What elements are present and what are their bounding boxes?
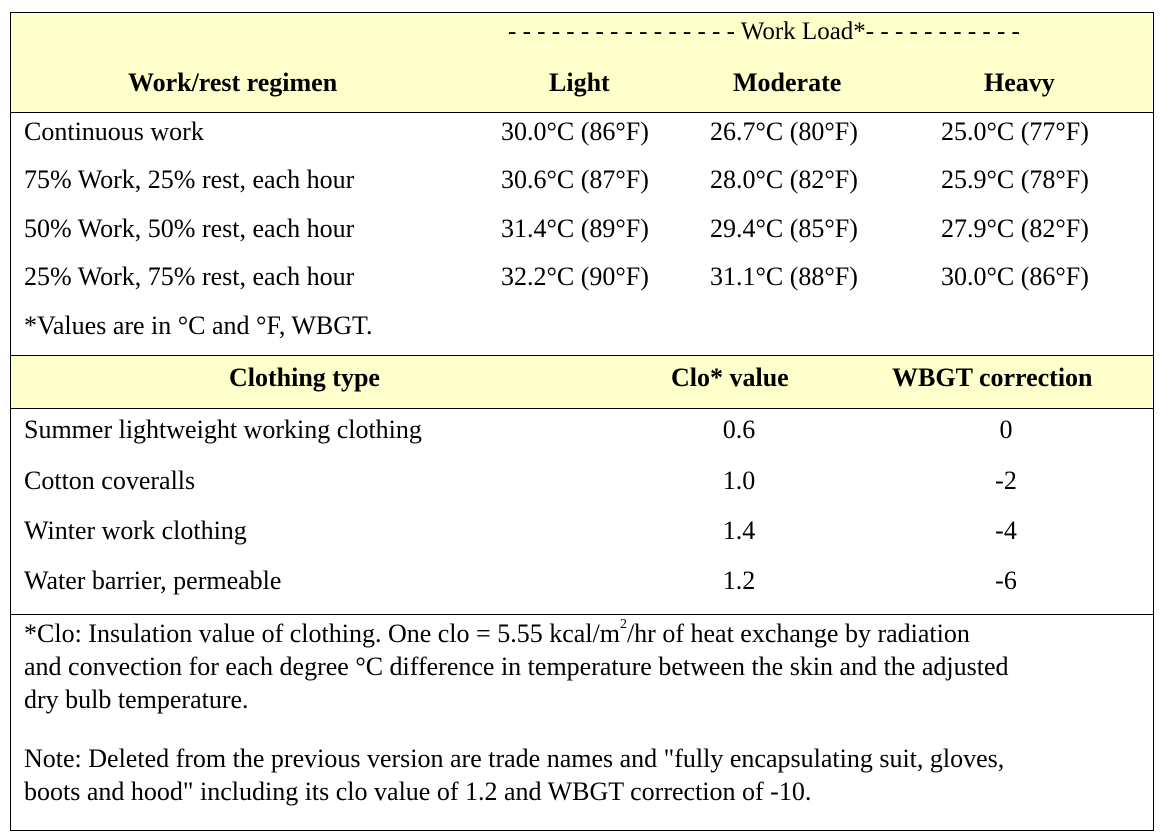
table-cell-wbgt: -4 bbox=[995, 516, 1017, 545]
header-wbgt-correction: WBGT correction bbox=[892, 363, 1093, 392]
divider bbox=[11, 614, 1153, 615]
table-row-regimen: 25% Work, 75% rest, each hour bbox=[24, 262, 355, 291]
table-cell-moderate: 28.0°C (82°F) bbox=[710, 165, 858, 194]
note-line-2: boots and hood" including its clo value of 1.2 and WBGT correction of -10. bbox=[24, 777, 812, 806]
divider bbox=[11, 112, 1153, 113]
header-clo-value: Clo* value bbox=[671, 363, 789, 392]
table-cell-heavy: 25.9°C (78°F) bbox=[941, 165, 1089, 194]
clo-definition-line-1 bbox=[24, 619, 970, 649]
table-cell-light: 30.0°C (86°F) bbox=[501, 117, 649, 146]
table-cell-wbgt: 0 bbox=[999, 415, 1013, 444]
note-line-1: Note: Deleted from the previous version are trade names and "fully encapsulating suit, gloves, bbox=[24, 744, 1005, 773]
header-heavy: Heavy bbox=[984, 68, 1055, 97]
clo-definition-text-a: *Clo: Insulation value of clothing. One clo = 5.55 kcal/m bbox=[24, 619, 620, 648]
document-frame bbox=[10, 12, 1154, 831]
table-cell-wbgt: -6 bbox=[995, 566, 1017, 595]
table-cell-moderate: 31.1°C (88°F) bbox=[710, 262, 858, 291]
table-row-regimen: 75% Work, 25% rest, each hour bbox=[24, 165, 355, 194]
clo-definition-line-3: dry bulb temperature. bbox=[24, 685, 249, 714]
table-row-clothing: Water barrier, permeable bbox=[24, 566, 282, 595]
divider bbox=[11, 408, 1153, 409]
table-row-regimen: 50% Work, 50% rest, each hour bbox=[24, 214, 355, 243]
table-cell-heavy: 27.9°C (82°F) bbox=[941, 214, 1089, 243]
table-cell-wbgt: -2 bbox=[995, 466, 1017, 495]
table-cell-heavy: 25.0°C (77°F) bbox=[941, 117, 1089, 146]
header-moderate: Moderate bbox=[733, 68, 842, 97]
superscript-two: 2 bbox=[619, 617, 627, 632]
table-row-clothing: Cotton coveralls bbox=[24, 466, 196, 495]
table-cell-clo: 1.2 bbox=[722, 566, 756, 595]
table-cell-moderate: 26.7°C (80°F) bbox=[710, 117, 858, 146]
table-cell-clo: 1.4 bbox=[722, 516, 756, 545]
clo-definition-text-b: /hr of heat exchange by radiation bbox=[626, 619, 970, 648]
table-row-regimen: Continuous work bbox=[24, 117, 204, 146]
table-cell-light: 30.6°C (87°F) bbox=[501, 165, 649, 194]
table-cell-light: 31.4°C (89°F) bbox=[501, 214, 649, 243]
table-cell-clo: 1.0 bbox=[722, 466, 756, 495]
table-row-clothing: Winter work clothing bbox=[24, 516, 247, 545]
table-cell-light: 32.2°C (90°F) bbox=[501, 262, 649, 291]
work-load-heading: - - - - - - - - - - - - - - - - Work Load*- - - - - - - - - - - bbox=[508, 18, 1020, 45]
table-row-clothing: Summer lightweight working clothing bbox=[24, 415, 422, 444]
table-cell-clo: 0.6 bbox=[722, 415, 756, 444]
table-cell-moderate: 29.4°C (85°F) bbox=[710, 214, 858, 243]
worktable-footnote: *Values are in °C and °F, WBGT. bbox=[24, 311, 373, 340]
header-light: Light bbox=[549, 68, 610, 97]
header-work-rest-regimen: Work/rest regimen bbox=[128, 68, 338, 97]
header-clothing-type: Clothing type bbox=[229, 363, 380, 392]
table-cell-heavy: 30.0°C (86°F) bbox=[941, 262, 1089, 291]
clo-definition-line-2: and convection for each degree °C difference in temperature between the skin and the adjusted bbox=[24, 652, 1009, 681]
